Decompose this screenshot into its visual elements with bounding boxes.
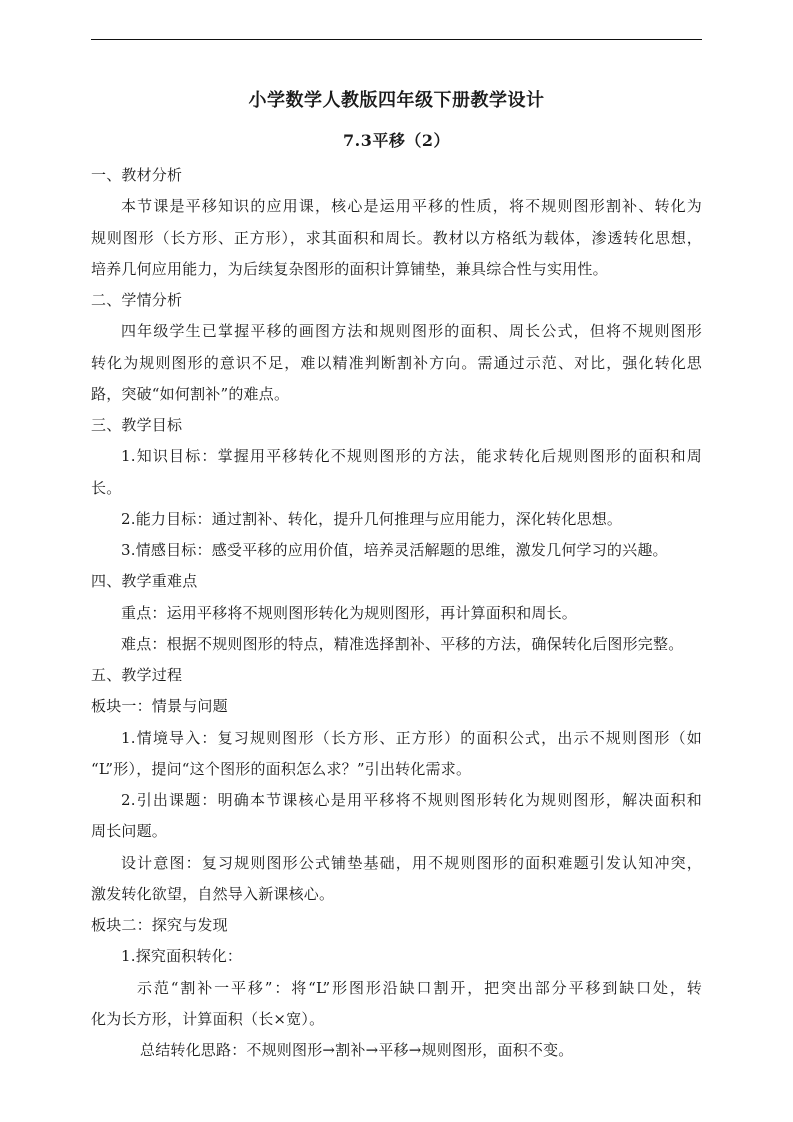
process-line: 2.引出课题：明确本节课核心是用平移将不规则图形转化为规则图形，解决面积和 [121, 791, 702, 809]
section-heading-teaching-process: 五、教学过程 [91, 666, 183, 684]
process-line: 1.探究面积转化： [121, 947, 243, 965]
lesson-subtitle: 7.3平移（2） [343, 131, 450, 150]
process-line: 周长问题。 [91, 822, 168, 840]
objective-line: 2.能力目标：通过割补、转化，提升几何推理与应用能力，深化转化思想。 [121, 510, 623, 528]
key-point-line: 重点：运用平移将不规则图形转化为规则图形，再计算面积和周长。 [121, 604, 578, 622]
difficulty-line: 难点：根据不规则图形的特点，精准选择割补、平移的方法，确保转化后图形完整。 [121, 635, 684, 653]
process-line: 示范“割补一平移”：将“L”形图形沿缺口割开，把突出部分平移到缺口处，转 [137, 979, 702, 997]
paragraph-line: 培养几何应用能力，为后续复杂图形的面积计算铺垫，兼具综合性与实用性。 [91, 260, 608, 278]
process-line: “L”形），提问“这个图形的面积怎么求？”引出转化需求。 [91, 760, 472, 778]
paragraph-line: 四年级学生已掌握平移的画图方法和规则图形的面积、周长公式，但将不规则图形 [121, 322, 702, 340]
paragraph-line: 规则图形（长方形、正方形），求其面积和周长。教材以方格纸为载体，渗透转化思想， [91, 229, 702, 247]
process-line: 1.情境导入：复习规则图形（长方形、正方形）的面积公式，出示不规则图形（如 [121, 729, 702, 747]
paragraph-line: 转化为规则图形的意识不足，难以精准判断割补方向。需通过示范、对比，强化转化思 [91, 354, 702, 372]
objective-line: 1.知识目标：掌握用平移转化不规则图形的方法，能求转化后规则图形的面积和周 [121, 447, 702, 465]
header-rule [91, 39, 702, 40]
block-heading: 板块一：情景与问题 [91, 697, 228, 715]
section-heading-textbook-analysis: 一、教材分析 [91, 166, 183, 184]
section-heading-key-points: 四、教学重难点 [91, 572, 198, 590]
section-heading-student-analysis: 二、学情分析 [91, 291, 183, 309]
block-heading: 板块二：探究与发现 [91, 916, 228, 934]
summary-line: 总结转化思路：不规则图形→割补→平移→规则图形，面积不变。 [140, 1041, 574, 1059]
document-title: 小学数学人教版四年级下册教学设计 [248, 90, 545, 111]
paragraph-line: 路，突破“如何割补”的难点。 [91, 385, 290, 403]
design-intent-line: 设计意图：复习规则图形公式铺垫基础，用不规则图形的面积难题引发认知冲突， [121, 854, 702, 872]
paragraph-line: 本节课是平移知识的应用课，核心是运用平移的性质，将不规则图形割补、转化为 [121, 197, 702, 215]
design-intent-line: 激发转化欲望，自然导入新课核心。 [91, 885, 335, 903]
process-line: 化为长方形，计算面积（长×宽）。 [91, 1010, 325, 1028]
objective-line: 3.情感目标：感受平移的应用价值，培养灵活解题的思维，激发几何学习的兴趣。 [121, 541, 668, 559]
objective-line: 长。 [91, 479, 122, 497]
section-heading-teaching-objectives: 三、教学目标 [91, 416, 183, 434]
